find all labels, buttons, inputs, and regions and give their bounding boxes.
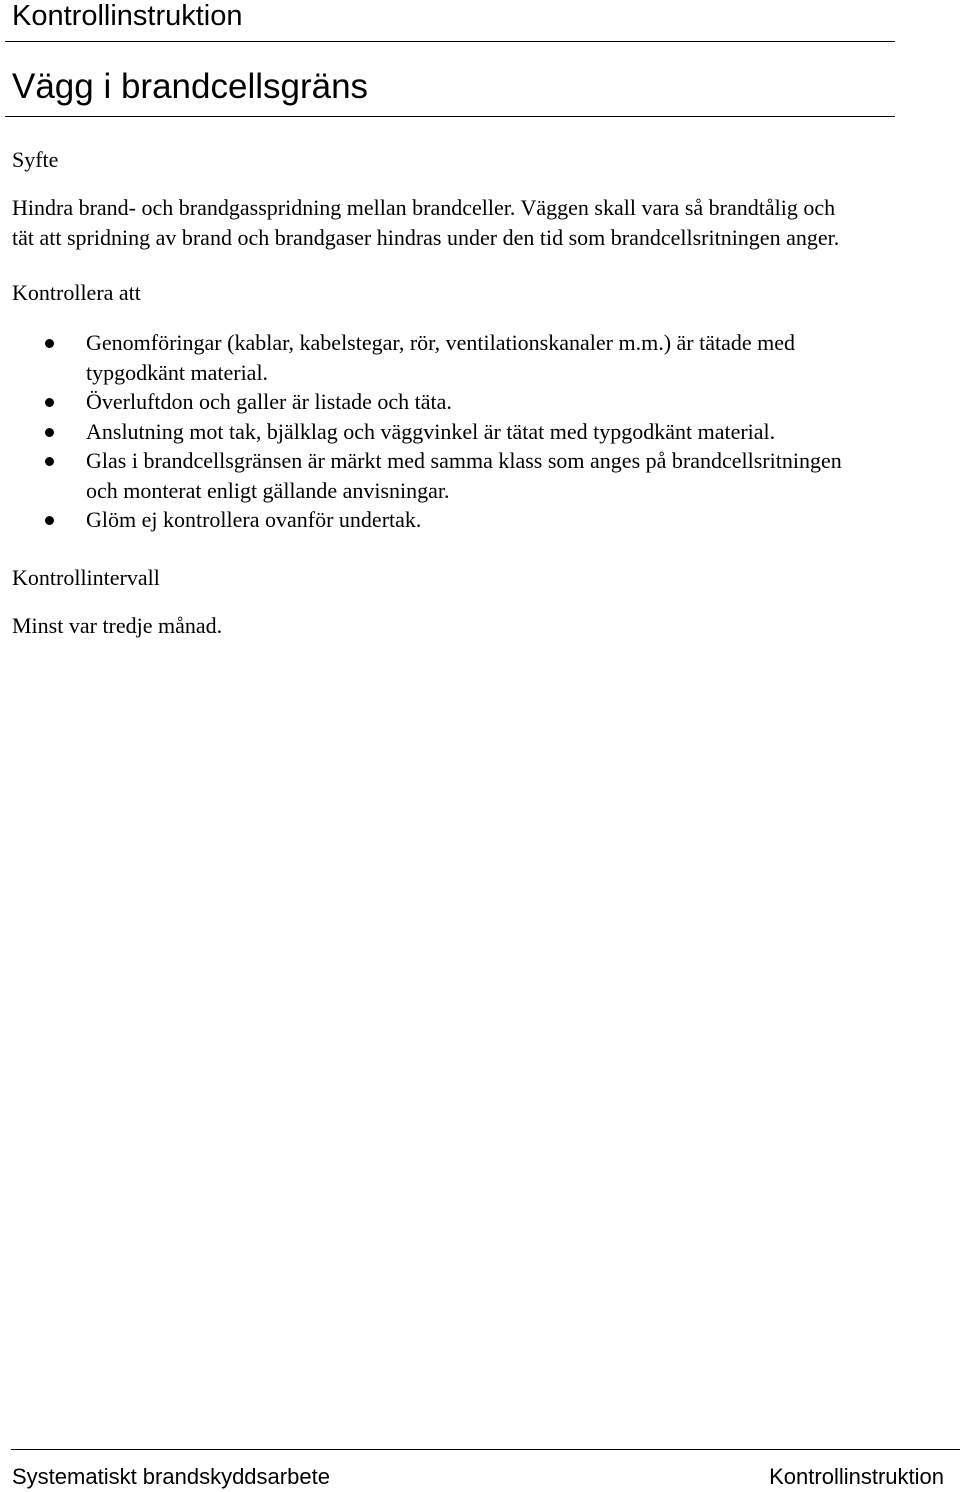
page-title: Vägg i brandcellsgräns: [12, 67, 369, 106]
check-list-item: [0, 446, 842, 505]
syfte-paragraph: [12, 193, 839, 252]
check-list-item: [0, 505, 842, 535]
syfte-line: Hindra brand- och brandgasspridning mellan brandceller. Väggen skall vara så brandtålig och: [12, 195, 836, 220]
check-list: [0, 328, 842, 535]
bullet-icon: [45, 339, 54, 348]
bullet-icon: [45, 516, 54, 525]
footer-left-text: Systematiskt brandskyddsarbete: [12, 1464, 330, 1489]
syfte-line: tät att spridning av brand och brandgaser hindras under den tid som brandcellsritningen anger.: [12, 224, 840, 250]
bullet-icon: [45, 398, 54, 407]
header-divider: [5, 41, 895, 42]
bullet-icon: [45, 428, 54, 437]
bullet-icon: [45, 457, 54, 466]
footer-right-text: Kontrollinstruktion: [769, 1464, 944, 1489]
check-item-line: Genomföringar (kablar, kabelstegar, rör, ventilationskanaler m.m.) är tätade med: [86, 330, 796, 355]
check-list-item: [0, 328, 842, 387]
check-list-item: [0, 417, 842, 447]
check-item-line: Överluftdon och galler är listade och täta.: [86, 389, 452, 414]
title-divider: [5, 116, 895, 117]
section-heading-kontrollintervall: Kontrollintervall: [12, 565, 160, 590]
check-item-line: Glas i brandcellsgränsen är märkt med samma klass som anges på brandcellsritningen: [86, 448, 842, 473]
document-header-title: Kontrollinstruktion: [12, 0, 243, 32]
check-item-line: Glöm ej kontrollera ovanför undertak.: [86, 507, 422, 532]
check-item-line: typgodkänt material.: [86, 359, 269, 385]
check-list-item: [0, 387, 842, 417]
check-item-line: Anslutning mot tak, bjälklag och väggvinkel är tätat med typgodkänt material.: [86, 418, 776, 444]
section-heading-syfte: Syfte: [12, 147, 59, 172]
check-item-line: och monterat enligt gällande anvisningar.: [86, 477, 450, 503]
section-heading-kontrollera-att: Kontrollera att: [12, 280, 141, 305]
kontrollintervall-text: Minst var tredje månad.: [12, 613, 223, 638]
footer-divider: [11, 1449, 960, 1450]
